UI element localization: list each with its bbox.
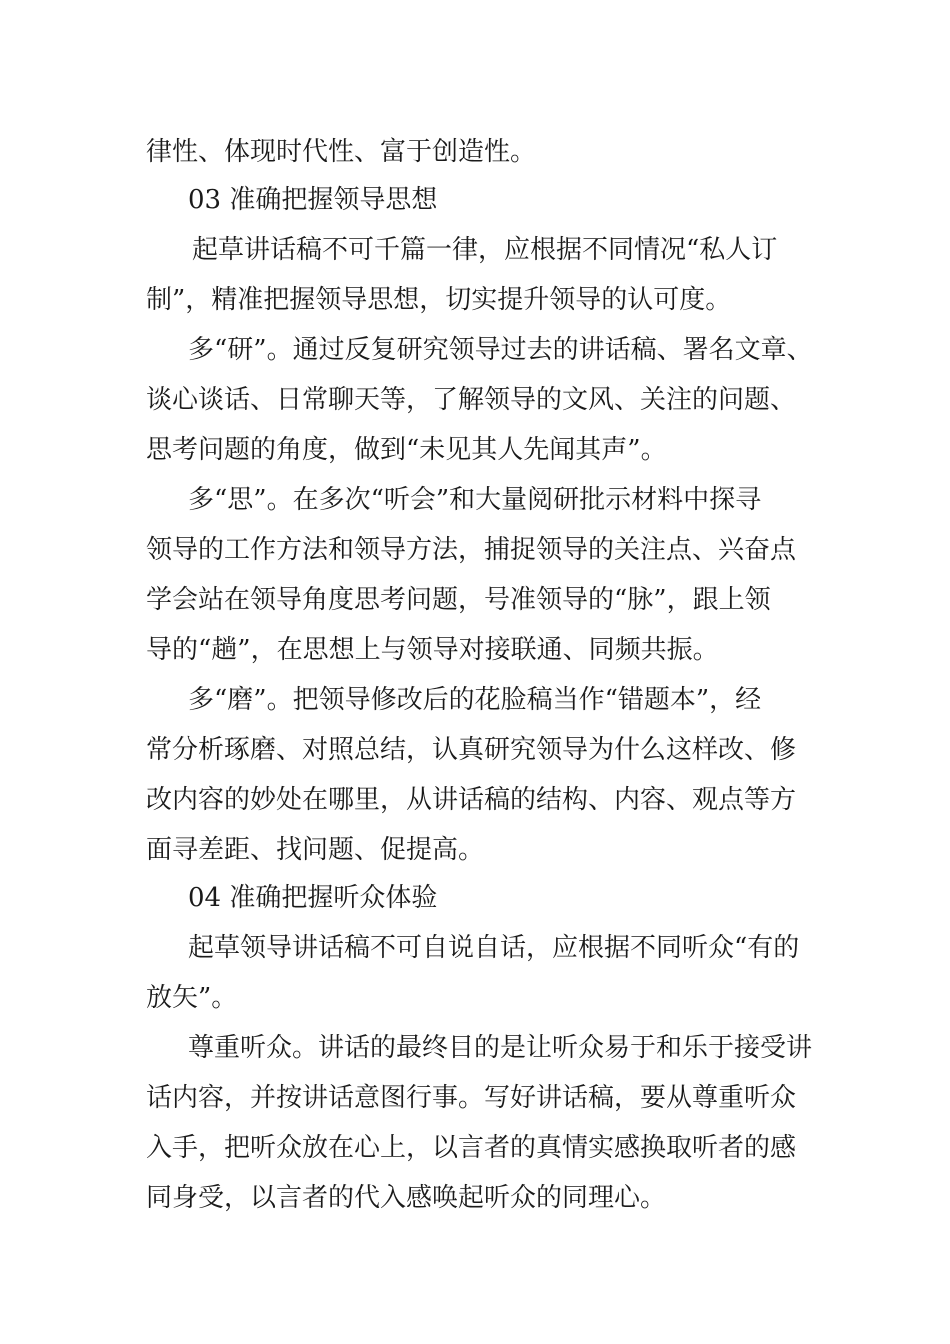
text-line: 导的“趟”，在思想上与领导对接联通、同频共振。: [146, 635, 719, 665]
text-line: 起草讲话稿不可千篇一律，应根据不同情况“私人订: [192, 235, 778, 265]
text-line: 同身受，以言者的代入感唤起听众的同理心。: [146, 1183, 667, 1213]
text-line: 领导的工作方法和领导方法，捕捉领导的关注点、兴奋点: [146, 535, 797, 565]
text-line: 尊重听众。讲话的最终目的是让听众易于和乐于接受讲: [188, 1033, 813, 1063]
text-line: 学会站在领导角度思考问题，号准领导的“脉”，跟上领: [146, 585, 771, 615]
text-line: 入手，把听众放在心上，以言者的真情实感换取听者的感: [146, 1133, 797, 1163]
section-heading: 03 准确把握领导思想: [188, 185, 438, 215]
text-line: 放矢”。: [146, 983, 238, 1013]
text-line: 常分析琢磨、对照总结，认真研究领导为什么这样改、修: [146, 735, 797, 765]
text-line: 起草领导讲话稿不可自说自话，应根据不同听众“有的: [188, 933, 800, 963]
text-line: 多“研”。通过反复研究领导过去的讲话稿、署名文章、: [188, 335, 813, 365]
text-line: 律性、体现时代性、富于创造性。: [146, 137, 537, 167]
text-line: 面寻差距、找问题、促提高。: [146, 835, 485, 865]
text-line: 话内容，并按讲话意图行事。写好讲话稿，要从尊重听众: [146, 1083, 797, 1113]
text-line: 多“思”。在多次“听会”和大量阅研批示材料中探寻: [188, 485, 762, 515]
text-line: 思考问题的角度，做到“未见其人先闻其声”。: [146, 435, 667, 465]
section-heading: 04 准确把握听众体验: [188, 883, 438, 913]
text-line: 谈心谈话、日常聊天等，了解领导的文风、关注的问题、: [146, 385, 797, 415]
text-line: 多“磨”。把领导修改后的花脸稿当作“错题本”，经: [188, 685, 762, 715]
text-line: 改内容的妙处在哪里，从讲话稿的结构、内容、观点等方: [146, 785, 797, 815]
text-line: 制”，精准把握领导思想，切实提升领导的认可度。: [146, 285, 732, 315]
